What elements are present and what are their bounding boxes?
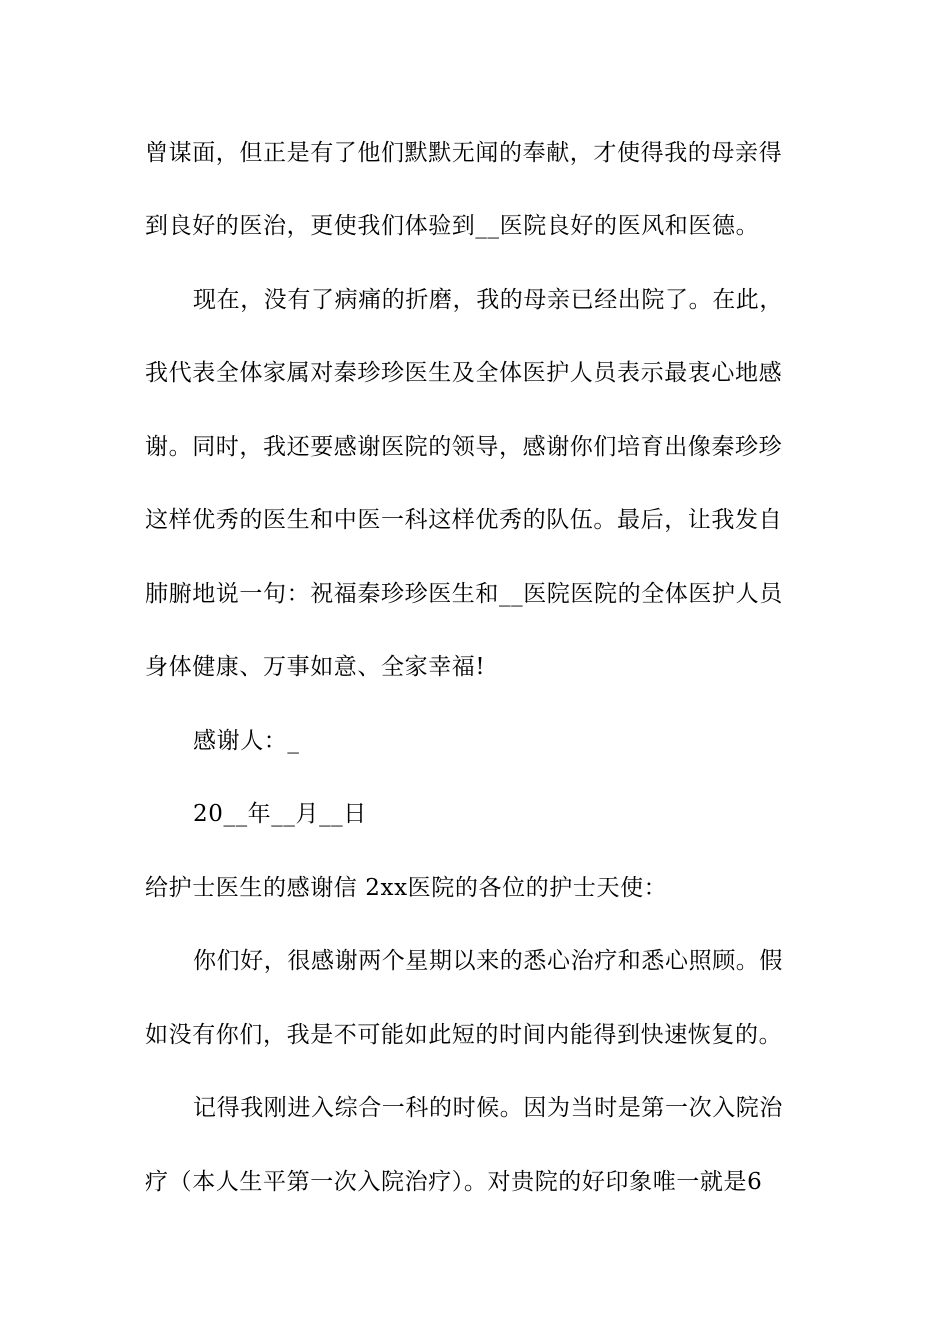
text-line: 疗（本人生平第一次入院治疗）。对贵院的好印象唯一就是6 xyxy=(145,1169,763,1195)
paragraph-line: 你们好，很感谢两个星期以来的悉心治疗和悉心照顾。假 xyxy=(193,948,783,974)
text-line: 我代表全体家属对秦珍珍医生及全体医护人员表示最衷心地感 xyxy=(145,360,783,386)
text-line: 曾谋面，但正是有了他们默默无闻的奉献，才使得我的母亲得 xyxy=(145,140,783,166)
text-line: 如没有你们，我是不可能如此短的时间内能得到快速恢复的。 xyxy=(145,1022,783,1048)
text-line: 肺腑地说一句：祝福秦珍珍医生和__医院医院的全体医护人员 xyxy=(145,581,783,607)
text-line: 这样优秀的医生和中医一科这样优秀的队伍。最后，让我发自 xyxy=(145,507,783,533)
paragraph-line: 记得我刚进入综合一科的时候。因为当时是第一次入院治 xyxy=(193,1095,783,1121)
letter-heading: 给护士医生的感谢信 2xx医院的各位的护士天使： xyxy=(145,875,668,901)
date-line: 20__年__月__日 xyxy=(193,801,367,827)
text-line: 谢。同时，我还要感谢医院的领导，感谢你们培育出像秦珍珍 xyxy=(145,434,783,460)
paragraph-line: 现在，没有了病痛的折磨，我的母亲已经出院了。在此， xyxy=(193,287,783,313)
signature-line: 感谢人：_ xyxy=(193,728,300,754)
text-line: 到良好的医治，更使我们体验到__医院良好的医风和医德。 xyxy=(145,213,760,239)
text-line: 身体健康、万事如意、全家幸福! xyxy=(145,654,486,680)
